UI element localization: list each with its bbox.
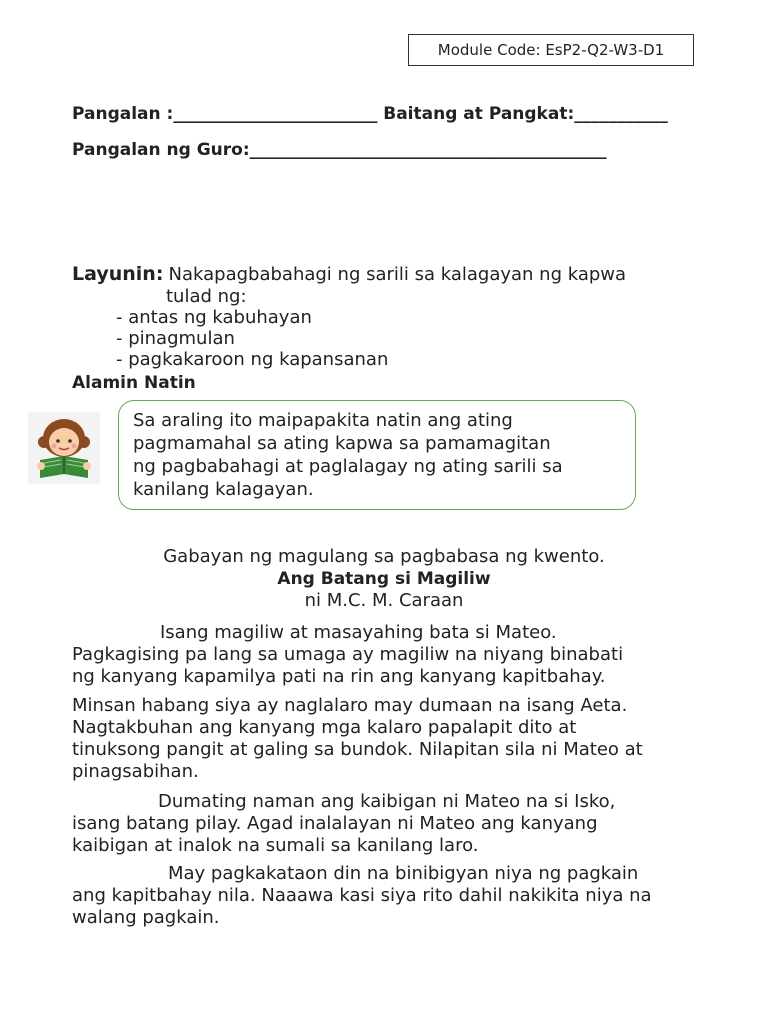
child-reading-book-icon bbox=[28, 412, 100, 484]
story-line: ng kanyang kapamilya pati na rin ang kanyang kapitbahay. bbox=[72, 666, 606, 687]
story-line: Dumating naman ang kaibigan ni Mateo na si Isko, bbox=[158, 791, 616, 812]
parent-guide-text: Gabayan ng magulang sa pagbabasa ng kwento. bbox=[163, 546, 605, 567]
module-code-box bbox=[408, 34, 694, 66]
name-grade-line: Pangalan :________________________ Baitang at Pangkat:___________ bbox=[72, 104, 668, 124]
layunin-section bbox=[72, 263, 626, 286]
story-line: Nagtakbuhan ang kanyang mga kalaro papalapit dito at bbox=[72, 717, 577, 738]
callout-line: pagmamahal sa ating kapwa sa pamamagitan bbox=[133, 433, 551, 454]
story-line: isang batang pilay. Agad inalalayan ni Mateo ang kanyang bbox=[72, 813, 598, 834]
layunin-tulad: tulad ng: bbox=[166, 286, 247, 307]
callout-line: ng pagbabahagi at paglalagay ng ating sarili sa bbox=[133, 456, 563, 477]
story-line: Pagkagising pa lang sa umaga ay magiliw na niyang binabati bbox=[72, 644, 624, 665]
story-line: Minsan habang siya ay naglalaro may dumaan na isang Aeta. bbox=[72, 695, 628, 716]
layunin-label: Layunin: bbox=[72, 263, 164, 285]
story-title: Ang Batang si Magiliw bbox=[277, 569, 491, 589]
teacher-name-line: Pangalan ng Guro:__________________________________________ bbox=[72, 140, 607, 160]
story-line: pinagsabihan. bbox=[72, 761, 199, 782]
story-line: walang pagkain. bbox=[72, 907, 220, 928]
story-author: ni M.C. M. Caraan bbox=[304, 590, 464, 611]
module-code-text: Module Code: EsP2-Q2-W3-D1 bbox=[437, 41, 665, 59]
layunin-item: - pinagmulan bbox=[116, 328, 235, 349]
story-line: May pagkakataon din na binibigyan niya ng pagkain bbox=[168, 863, 639, 884]
alamin-callout-box bbox=[118, 400, 636, 510]
callout-line: kanilang kalagayan. bbox=[133, 479, 314, 500]
story-line: kaibigan at inalok na sumali sa kanilang laro. bbox=[72, 835, 479, 856]
layunin-item: - pagkakaroon ng kapansanan bbox=[116, 349, 389, 370]
story-line: Isang magiliw at masayahing bata si Mateo. bbox=[160, 622, 557, 643]
story-line: ang kapitbahay nila. Naaawa kasi siya rito dahil nakikita niya na bbox=[72, 885, 652, 906]
callout-line: Sa araling ito maipapakita natin ang ating bbox=[133, 410, 513, 431]
alamin-heading: Alamin Natin bbox=[72, 373, 196, 393]
story-line: tinuksong pangit at galing sa bundok. Nilapitan sila ni Mateo at bbox=[72, 739, 643, 760]
layunin-item: - antas ng kabuhayan bbox=[116, 307, 312, 328]
layunin-text: Nakapagbabahagi ng sarili sa kalagayan ng kapwa bbox=[168, 264, 627, 285]
